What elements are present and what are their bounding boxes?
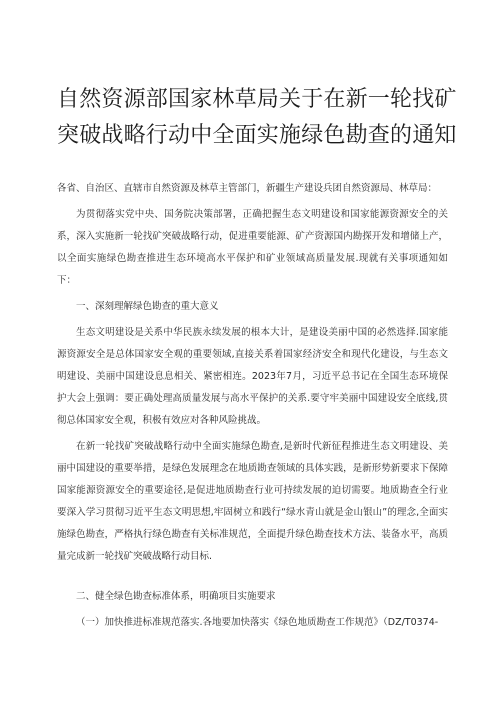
salutation: 各省、自治区、直辖市自然资源及林草主管部门，新疆生产建设兵团自然资源局、林草局： xyxy=(57,183,438,194)
title-line-1: 自然资源部国家林草局关于在新一轮找矿 xyxy=(57,87,457,112)
section-1-paragraph-2: 在新一轮找矿突破战略行动中全面实施绿色勘查,是新时代新征程推进生态文明建设、美丽中国建设的重要举措，是绿色发展理念在地质勘查领域的具体实践，是新形势新要求下保障国家能源资源安全的重要途径,是促进地质勘查行业可持续发展的迫切需要。地质勘查全行业要深入学习贯彻习近平生态文明思想,牢固树立和践行“绿水青山就是金山银山”的理念,全面实施绿色勘查，严格执行绿色勘查有关标准规范，全面提升绿色勘查技术方法、装备水平，高质量完成新一轮找矿突破战略行动目标. xyxy=(57,441,448,562)
section-2-heading: 二、健全绿色勘查标准体系，明确项目实施要求 xyxy=(76,591,276,602)
section-2-subsection-1: （一）加快推进标准规范落实.各地要加快落实《绿色地质勘查工作规范》（DZ/T0374- xyxy=(76,617,439,628)
title-line-2: 突破战略行动中全面实施绿色勘查的通知 xyxy=(57,123,457,148)
section-1-paragraph-1: 生态文明建设是关系中华民族永续发展的根本大计，是建设美丽中国的必然选择.国家能源资源安全是总体国家安全观的重要领域,直接关系着国家经济安全和现代化建设，与生态文明建设、美丽中国建设息息相关、紧密相连。2023年7月，习近平总书记在全国生态环境保护大会上强调：要正确处理高质量发展与高水平保护的关系.要守牢美丽中国建设安全底线,贯彻总体国家安全观，积极有效应对各种风险挑战。 xyxy=(57,327,448,426)
document-title xyxy=(57,0,457,154)
intro-paragraph: 为贯彻落实党中央、国务院决策部署，正确把握生态文明建设和国家能源资源安全的关系，深入实施新一轮找矿突破战略行动，促进重要能源、矿产资源国内勘探开发和增储上产，以全面实施绿色勘查推进生态环境高水平保护和矿业领域高质量发展.现就有关事项通知如下： xyxy=(57,209,448,286)
section-1-heading: 一、深刻理解绿色勘查的重大意义 xyxy=(76,301,219,312)
